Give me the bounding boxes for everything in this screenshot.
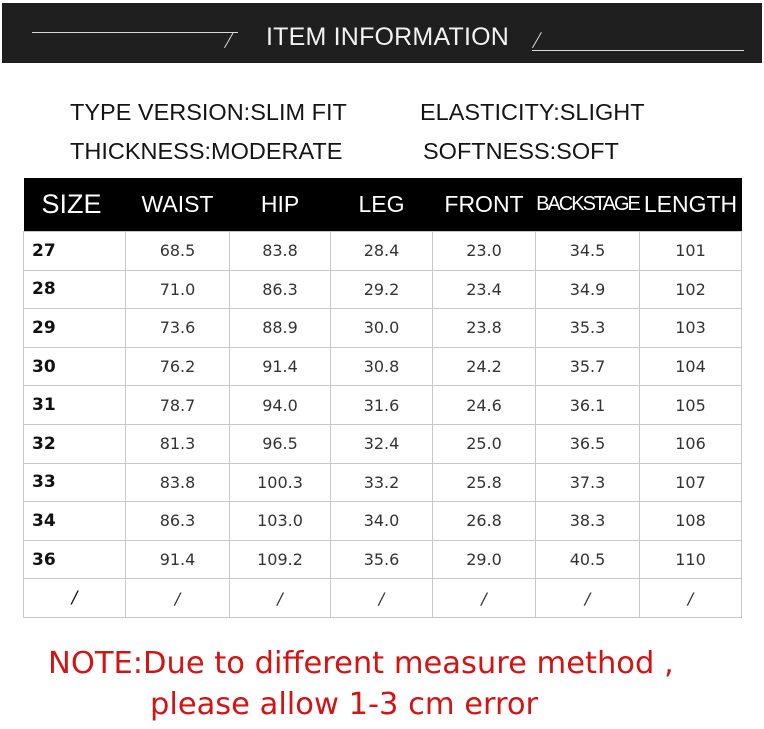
cell-waist: 86.3 xyxy=(126,502,230,541)
cell-length: 110 xyxy=(640,540,742,579)
cell-front: 23.4 xyxy=(433,270,536,309)
column-header-waist: WAIST xyxy=(126,178,230,232)
size-chart-table xyxy=(23,178,742,618)
cell-hip: 100.3 xyxy=(230,463,331,502)
cell-hip: / xyxy=(230,579,331,618)
table-row xyxy=(24,579,742,618)
cell-backstage: 36.1 xyxy=(536,386,640,425)
column-header-length: LENGTH xyxy=(640,178,742,232)
table-row xyxy=(24,463,742,502)
cell-hip: 109.2 xyxy=(230,540,331,579)
cell-front: / xyxy=(433,579,536,618)
cell-size: 27 xyxy=(24,232,126,271)
cell-hip: 91.4 xyxy=(230,347,331,386)
spec-softness: SOFTNESS:SOFT xyxy=(423,138,619,164)
table-row xyxy=(24,502,742,541)
column-header-leg: LEG xyxy=(331,178,433,232)
cell-size: 32 xyxy=(24,424,126,463)
table-row xyxy=(24,347,742,386)
table-row xyxy=(24,309,742,348)
cell-size: / xyxy=(24,579,126,618)
cell-size: 30 xyxy=(24,347,126,386)
cell-length: 107 xyxy=(640,463,742,502)
header-decor-line-right xyxy=(532,50,744,51)
table-row xyxy=(24,540,742,579)
table-row xyxy=(24,386,742,425)
cell-waist: 81.3 xyxy=(126,424,230,463)
cell-length: 108 xyxy=(640,502,742,541)
header-decor-line-left xyxy=(32,32,238,33)
cell-size: 28 xyxy=(24,270,126,309)
header-decor-slash-left xyxy=(224,32,234,48)
column-header-size: SIZE xyxy=(24,178,126,232)
cell-front: 23.8 xyxy=(433,309,536,348)
cell-hip: 83.8 xyxy=(230,232,331,271)
cell-length: 101 xyxy=(640,232,742,271)
cell-length: 102 xyxy=(640,270,742,309)
header-decor-slash-right xyxy=(532,32,542,48)
cell-leg: 33.2 xyxy=(331,463,433,502)
cell-leg: 30.8 xyxy=(331,347,433,386)
cell-leg: 28.4 xyxy=(331,232,433,271)
cell-backstage: / xyxy=(536,579,640,618)
cell-backstage: 35.7 xyxy=(536,347,640,386)
cell-backstage: 37.3 xyxy=(536,463,640,502)
cell-front: 25.8 xyxy=(433,463,536,502)
table-row xyxy=(24,232,742,271)
cell-backstage: 36.5 xyxy=(536,424,640,463)
cell-size: 34 xyxy=(24,502,126,541)
cell-front: 24.6 xyxy=(433,386,536,425)
header-bar xyxy=(2,3,762,63)
cell-front: 25.0 xyxy=(433,424,536,463)
cell-hip: 96.5 xyxy=(230,424,331,463)
cell-waist: 73.6 xyxy=(126,309,230,348)
table-row xyxy=(24,270,742,309)
cell-leg: 34.0 xyxy=(331,502,433,541)
cell-leg: 29.2 xyxy=(331,270,433,309)
cell-waist: 71.0 xyxy=(126,270,230,309)
cell-backstage: 40.5 xyxy=(536,540,640,579)
spec-thickness: THICKNESS:MODERATE xyxy=(70,138,343,164)
cell-front: 29.0 xyxy=(433,540,536,579)
note-line-2: please allow 1-3 cm error xyxy=(150,687,539,722)
cell-hip: 94.0 xyxy=(230,386,331,425)
cell-leg: 31.6 xyxy=(331,386,433,425)
cell-leg: 30.0 xyxy=(331,309,433,348)
cell-length: 106 xyxy=(640,424,742,463)
cell-leg: 32.4 xyxy=(331,424,433,463)
cell-backstage: 35.3 xyxy=(536,309,640,348)
cell-waist: 91.4 xyxy=(126,540,230,579)
cell-leg: 35.6 xyxy=(331,540,433,579)
cell-waist: 83.8 xyxy=(126,463,230,502)
table-header-row xyxy=(24,178,742,232)
cell-size: 33 xyxy=(24,463,126,502)
column-header-hip: HIP xyxy=(230,178,331,232)
cell-backstage: 34.9 xyxy=(536,270,640,309)
cell-hip: 86.3 xyxy=(230,270,331,309)
cell-leg: / xyxy=(331,579,433,618)
cell-length: / xyxy=(640,579,742,618)
spec-elasticity: ELASTICITY:SLIGHT xyxy=(420,99,645,125)
note-line-1: NOTE:Due to different measure method , xyxy=(48,646,674,681)
table-body xyxy=(24,232,742,618)
cell-front: 24.2 xyxy=(433,347,536,386)
cell-waist: 68.5 xyxy=(126,232,230,271)
column-header-backstage: BACKSTAGE xyxy=(536,178,640,232)
cell-front: 26.8 xyxy=(433,502,536,541)
cell-length: 104 xyxy=(640,347,742,386)
spec-type-version: TYPE VERSION:SLIM FIT xyxy=(70,99,347,125)
column-header-front: FRONT xyxy=(433,178,536,232)
cell-waist: / xyxy=(126,579,230,618)
cell-waist: 78.7 xyxy=(126,386,230,425)
cell-size: 36 xyxy=(24,540,126,579)
table-row xyxy=(24,424,742,463)
cell-front: 23.0 xyxy=(433,232,536,271)
cell-waist: 76.2 xyxy=(126,347,230,386)
cell-length: 103 xyxy=(640,309,742,348)
cell-backstage: 38.3 xyxy=(536,502,640,541)
cell-hip: 103.0 xyxy=(230,502,331,541)
cell-size: 29 xyxy=(24,309,126,348)
cell-length: 105 xyxy=(640,386,742,425)
cell-size: 31 xyxy=(24,386,126,425)
section-title: ITEM INFORMATION xyxy=(266,23,509,51)
cell-hip: 88.9 xyxy=(230,309,331,348)
cell-backstage: 34.5 xyxy=(536,232,640,271)
